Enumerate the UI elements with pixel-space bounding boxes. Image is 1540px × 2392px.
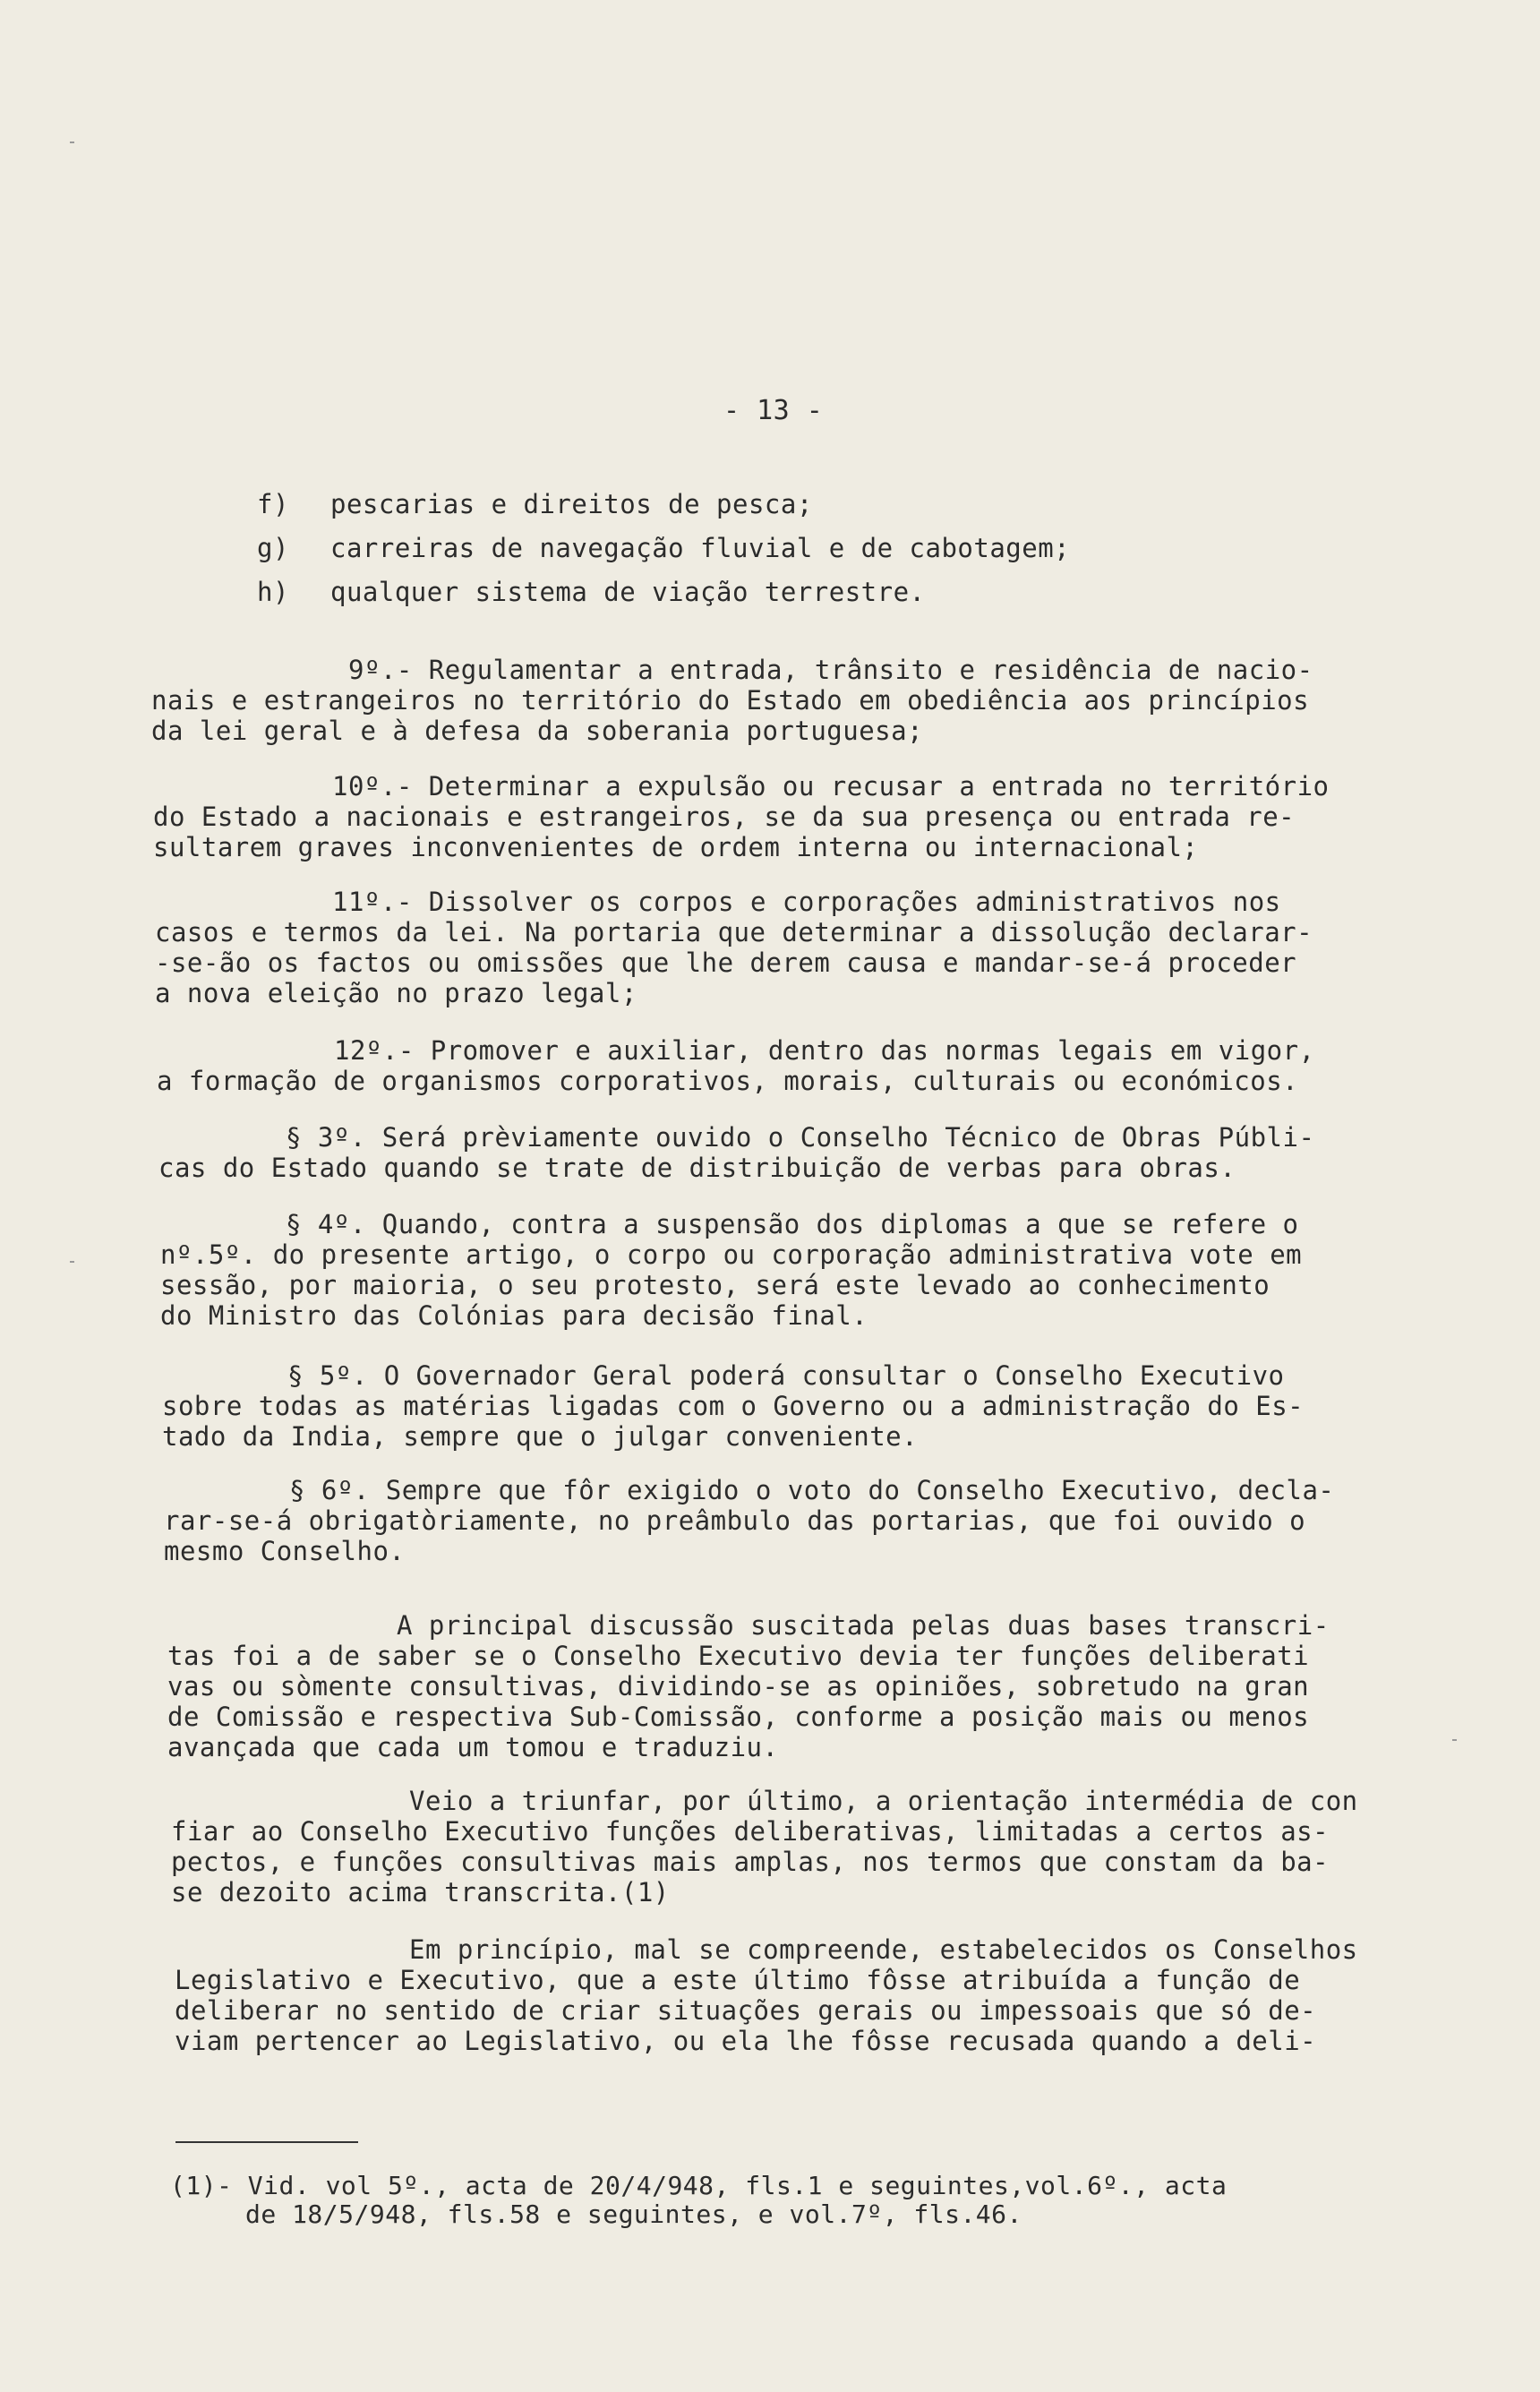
paragraph-4-line: § 4º. Quando, contra a suspensão dos diplomas a que se refere o <box>286 1209 1299 1239</box>
paper-speck <box>70 1261 74 1263</box>
body-paragraph-1-line: tas foi a de saber se o Conselho Executivo devia ter funções deliberati <box>167 1641 1310 1671</box>
item-9-line: nais e estrangeiros no território do Estado em obediência aos princípios <box>151 685 1310 716</box>
body-paragraph-1-line: de Comissão e respectiva Sub-Comissão, conforme a posição mais ou menos <box>167 1702 1310 1732</box>
page-number: - 13 - <box>723 395 824 426</box>
paper-speck <box>1452 1739 1457 1741</box>
paragraph-3-line: cas do Estado quando se trate de distribuição de verbas para obras. <box>158 1153 1236 1183</box>
list-letter-h: h) <box>257 577 289 607</box>
paragraph-4-line: do Ministro das Colónias para decisão final. <box>160 1300 868 1331</box>
paragraph-5-line: sobre todas as matérias ligadas com o Governo ou a administração do Es- <box>162 1391 1305 1421</box>
footnote-line: de 18/5/948, fls.58 e seguintes, e vol.7º, fls.46. <box>245 2199 1022 2229</box>
body-paragraph-3-line: Legislativo e Executivo, que a este último fôsse atribuída a função de <box>175 1965 1301 1995</box>
body-paragraph-1-line: vas ou sòmente consultivas, dividindo-se as opiniões, sobretudo na gran <box>167 1671 1310 1702</box>
item-9-line: da lei geral e à defesa da soberania portuguesa; <box>151 716 924 746</box>
paragraph-6-line: § 6º. Sempre que fôr exigido o voto do Conselho Executivo, decla- <box>289 1475 1335 1505</box>
list-item-h: qualquer sistema de viação terrestre. <box>330 577 926 607</box>
paragraph-4-line: nº.5º. do presente artigo, o corpo ou corporação administrativa vote em <box>160 1239 1303 1270</box>
paper-speck <box>70 141 74 143</box>
body-paragraph-3-line: Em princípio, mal se compreende, estabelecidos os Conselhos <box>409 1934 1358 1965</box>
body-paragraph-2-line: fiar ao Conselho Executivo funções deliberativas, limitadas a certos as- <box>171 1816 1330 1847</box>
body-paragraph-1-line: A principal discussão suscitada pelas duas bases transcri- <box>397 1610 1330 1641</box>
footnote-separator <box>175 2141 358 2143</box>
list-letter-g: g) <box>257 533 289 563</box>
paragraph-5-line: § 5º. O Governador Geral poderá consultar o Conselho Executivo <box>287 1360 1285 1391</box>
paragraph-6-line: mesmo Conselho. <box>164 1536 406 1566</box>
body-paragraph-3-line: viam pertencer ao Legislativo, ou ela lhe fôsse recusada quando a deli- <box>175 2026 1317 2056</box>
paragraph-3-line: § 3º. Será prèviamente ouvido o Conselho Técnico de Obras Públi- <box>286 1122 1315 1153</box>
item-11-line: -se-ão os factos ou omissões que lhe derem causa e mandar-se-á proceder <box>155 947 1297 978</box>
paragraph-4-line: sessão, por maioria, o seu protesto, será este levado ao conhecimento <box>160 1270 1270 1300</box>
body-paragraph-2-line: se dezoito acima transcrita.(1) <box>171 1877 670 1908</box>
item-11-line: 11º.- Dissolver os corpos e corporações administrativos nos <box>332 887 1281 917</box>
list-letter-f: f) <box>257 489 289 519</box>
list-item-g: carreiras de navegação fluvial e de cabotagem; <box>330 533 1071 563</box>
item-9-line: 9º.- Regulamentar a entrada, trânsito e residência de nacio- <box>348 655 1313 685</box>
item-12-line: a formação de organismos corporativos, morais, culturais ou económicos. <box>157 1066 1299 1096</box>
item-10-line: do Estado a nacionais e estrangeiros, se da sua presença ou entrada re- <box>153 802 1296 832</box>
item-11-line: a nova eleição no prazo legal; <box>155 978 637 1008</box>
body-paragraph-3-line: deliberar no sentido de criar situações gerais ou impessoais que só de- <box>175 1995 1317 2026</box>
paragraph-5-line: tado da India, sempre que o julgar conveniente. <box>162 1421 919 1452</box>
item-10-line: sultarem graves inconvenientes de ordem interna ou internacional; <box>153 832 1199 862</box>
body-paragraph-2-line: pectos, e funções consultivas mais amplas, nos termos que constam da ba- <box>171 1847 1330 1877</box>
item-10-line: 10º.- Determinar a expulsão ou recusar a entrada no território <box>332 771 1330 802</box>
footnote-line: (1)- Vid. vol 5º., acta de 20/4/948, fls.1 e seguintes,vol.6º., acta <box>170 2171 1228 2200</box>
list-item-f: pescarias e direitos de pesca; <box>330 489 813 519</box>
item-11-line: casos e termos da lei. Na portaria que determinar a dissolução declarar- <box>155 917 1313 947</box>
item-12-line: 12º.- Promover e auxiliar, dentro das normas legais em vigor, <box>334 1035 1315 1066</box>
body-paragraph-1-line: avançada que cada um tomou e traduziu. <box>167 1732 779 1762</box>
paragraph-6-line: rar-se-á obrigatòriamente, no preâmbulo das portarias, que foi ouvido o <box>164 1505 1306 1536</box>
body-paragraph-2-line: Veio a triunfar, por último, a orientação intermédia de con <box>409 1786 1358 1816</box>
